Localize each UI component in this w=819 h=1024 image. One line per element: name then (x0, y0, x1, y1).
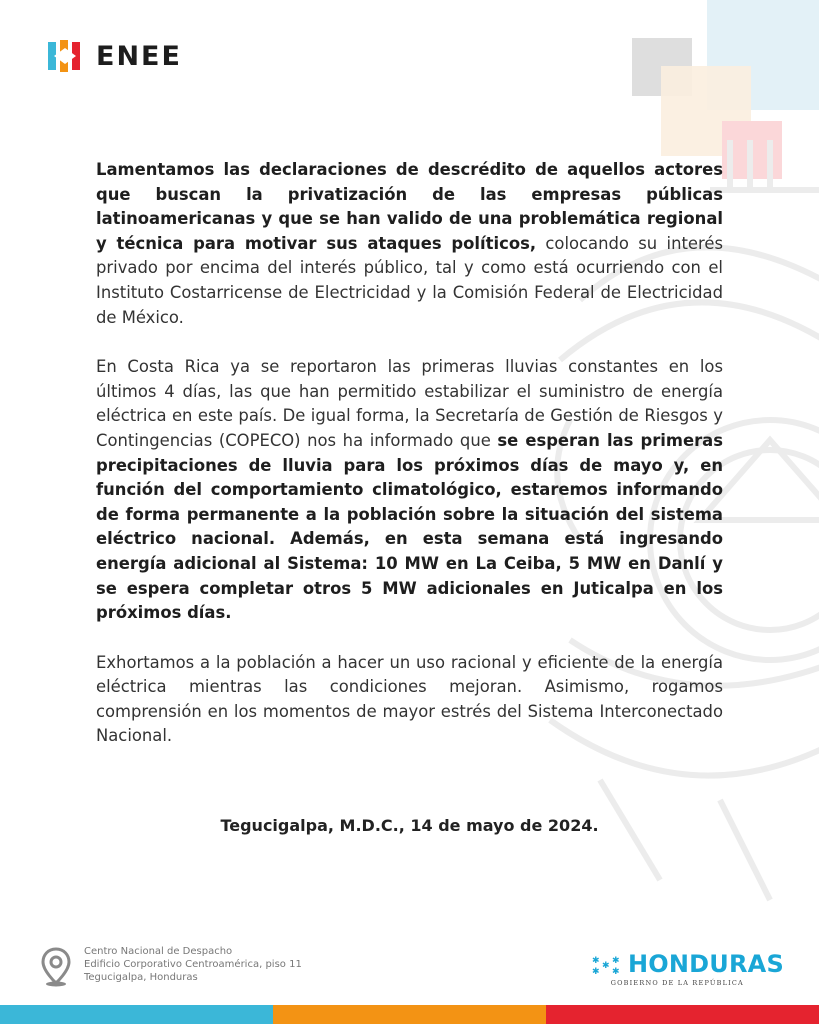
address-line-2: Edificio Corporativo Centroamérica, piso 11 (84, 959, 302, 970)
svg-text:✱: ✱ (612, 967, 620, 974)
date-line: Tegucigalpa, M.D.C., 14 de mayo de 2024. (220, 816, 599, 835)
enee-logo-icon (48, 40, 82, 72)
paragraph-2-bold: se esperan las primeras precipitaciones de lluvia para los próximos días de mayo y, en función del comportamiento climatológico, estaremos informando de forma permanente a la población sobre la situación del sistema eléctrico nacional. Además, en esta semana está ingresando energía adicional al Sistema: 10 MW en La Ceiba, 5 MW en Danlí y se espera completar otros 5 MW adicionales en Juticalpa en los próximos días. (96, 430, 723, 623)
address-lines (84, 945, 302, 984)
statement-body (96, 158, 723, 774)
footer-bar-orange (273, 1005, 546, 1024)
svg-text:✱: ✱ (592, 956, 600, 966)
honduras-brand (592, 950, 784, 987)
location-pin-icon (40, 947, 72, 987)
svg-text:✱: ✱ (612, 956, 620, 966)
honduras-wordmark: HONDURAS (628, 950, 784, 978)
footer-bar-cyan (0, 1005, 273, 1024)
paragraph-2 (96, 355, 723, 626)
stars-icon (592, 954, 624, 974)
address-line-1: Centro Nacional de Despacho (84, 946, 233, 957)
paragraph-1 (96, 158, 723, 330)
paragraph-2-text: En Costa Rica ya se reportaron las primeras lluvias constantes en los últimos 4 días, las que han permitido estabilizar el suministro de energía eléctrica en este país. De igual forma, la Secretaría de Gestión de Riesgos y Contingencias (COPECO) nos ha informado que (96, 357, 723, 450)
paragraph-1-bold: Lamentamos las declaraciones de descrédito de aquellos actores que buscan la privatización de las empresas públicas latinoamericanas y que se han valido de una problemática regional y técnica para motivar sus ataques políticos, (96, 160, 723, 253)
svg-text:✱: ✱ (592, 967, 600, 974)
address-block (40, 945, 302, 987)
paragraph-3: Exhortamos a la población a hacer un uso racional y eficiente de la energía eléctrica mientras las condiciones mejoran. Asimismo, rogamos comprensión en los momentos de mayor estrés del Sistema Interconectado Nacional. (96, 652, 723, 746)
enee-logo (48, 40, 182, 72)
svg-text:✱: ✱ (602, 961, 610, 971)
logo-text: ENEE (96, 40, 182, 72)
address-line-3: Tegucigalpa, Honduras (84, 972, 198, 983)
footer-bar-red (546, 1005, 819, 1024)
government-subtitle: GOBIERNO DE LA REPÚBLICA (610, 979, 744, 987)
paragraph-1-text: colocando su interés privado por encima del interés público, tal y como está ocurriendo con el Instituto Costarricense de Electricidad y la Comisión Federal de Electricidad de México. (96, 233, 723, 327)
